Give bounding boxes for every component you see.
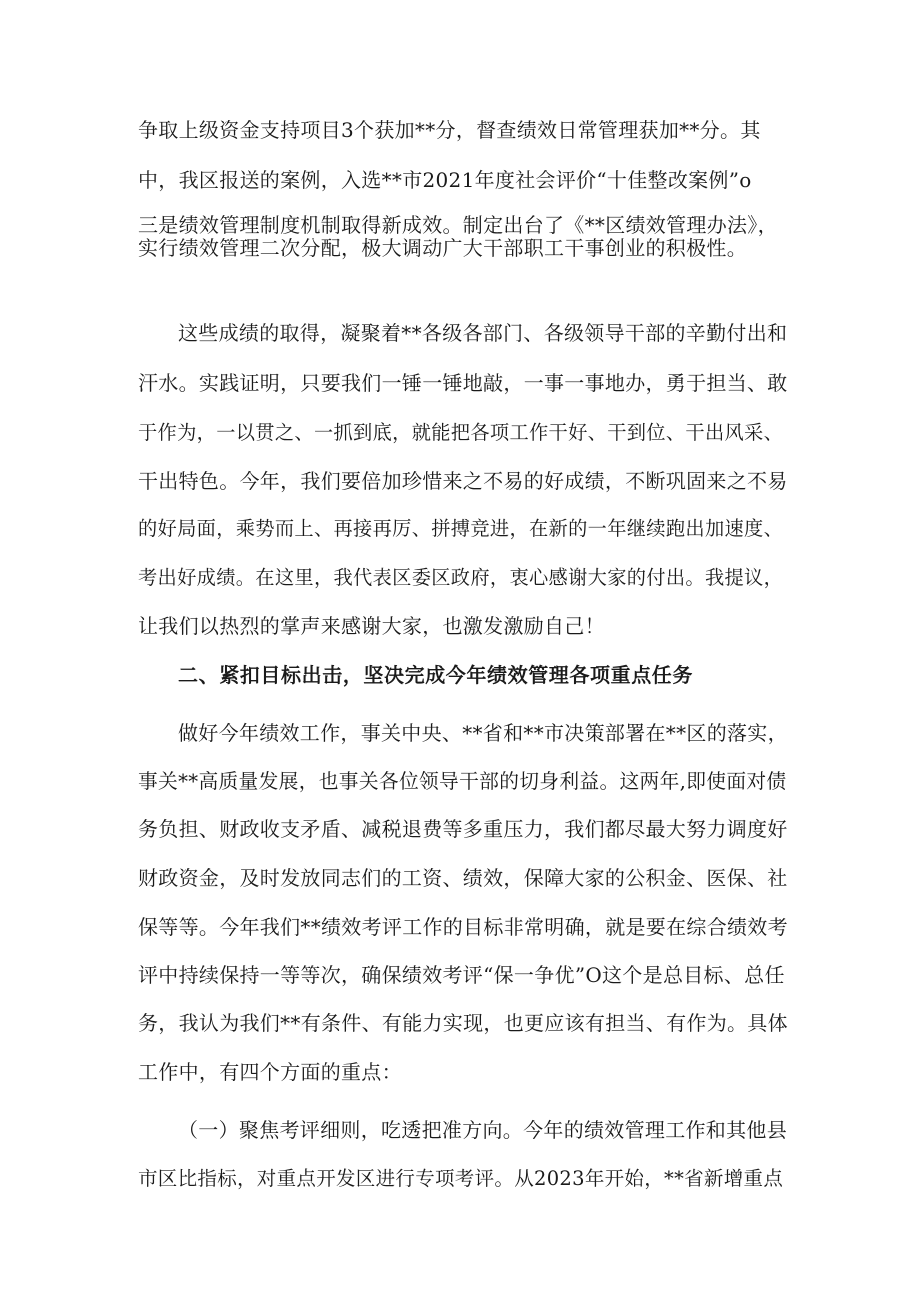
text-line: 实行绩效管理二次分配，极大调动广大干部职工干事创业的积极性。 <box>138 236 747 260</box>
paragraph-first-line: （一）聚焦考评细则，吃透把准方向。今年的绩效管理工作和其他县 <box>178 1118 787 1142</box>
text-line: 中，我区报送的案例，入选**市2021年度社会评价“十佳整改案例”o <box>138 168 752 192</box>
text-line: 让我们以热烈的掌声来感谢大家，也激发激励自己！ <box>138 614 605 638</box>
text-line: 于作为，一以贯之、一抓到底，就能把各项工作干好、干到位、干出风采、 <box>138 421 784 444</box>
text-line: 事关**高质量发展，也事关各位领导干部的切身利益。这两年,即使面对债 <box>138 770 787 793</box>
text-line: 市区比指标，对重点开发区进行专项考评。从2023年开始，**省新增重点 <box>138 1167 784 1190</box>
paragraph-first-line: 这些成绩的取得，凝聚着**各级各部门、各级领导干部的辛勤付出和 <box>178 321 788 345</box>
text-line: 干出特色。今年，我们要倍加珍惜来之不易的好成绩，不断巩固来之不易 <box>138 469 788 493</box>
section-heading: 二、紧扣目标出击，坚决完成今年绩效管理各项重点任务 <box>178 663 693 687</box>
text-line: 汗水。实践证明，只要我们一锤一锤地敲，一事一事地办，勇于担当、敢 <box>138 371 788 395</box>
text-line: 保等等。今年我们**绩效考评工作的目标非常明确，就是要在综合绩效考 <box>138 915 788 939</box>
paragraph-first-line: 做好今年绩效工作，事关中央、**省和**市决策部署在**区的落实， <box>178 721 788 745</box>
text-line: 三是绩效管理制度机制取得新成效。制定出台了《**区绩效管理办法》， <box>138 213 778 237</box>
text-line: 务负担、财政收支矛盾、减税退费等多重压力，我们都尽最大努力调度好 <box>138 817 788 841</box>
text-line: 财政资金，及时发放同志们的工资、绩效，保障大家的公积金、医保、社 <box>138 866 788 890</box>
text-line: 考出好成绩。在这里，我代表区委区政府，衷心感谢大家的付出。我提议， <box>138 566 784 589</box>
text-line: 的好局面，乘势而上、再接再厉、拼搏竞进，在新的一年继续跑出加速度、 <box>138 517 784 540</box>
text-line: 工作中，有四个方面的重点： <box>138 1060 402 1084</box>
text-line: 务，我认为我们**有条件、有能力实现，也更应该有担当、有作为。具体 <box>138 1011 788 1035</box>
text-line: 评中持续保持一等等次，确保绩效考评“保一争优”O这个是总目标、总任 <box>138 963 785 987</box>
text-line: 争取上级资金支持项目3个获加**分，督查绩效日常管理获加**分。其 <box>138 118 761 142</box>
